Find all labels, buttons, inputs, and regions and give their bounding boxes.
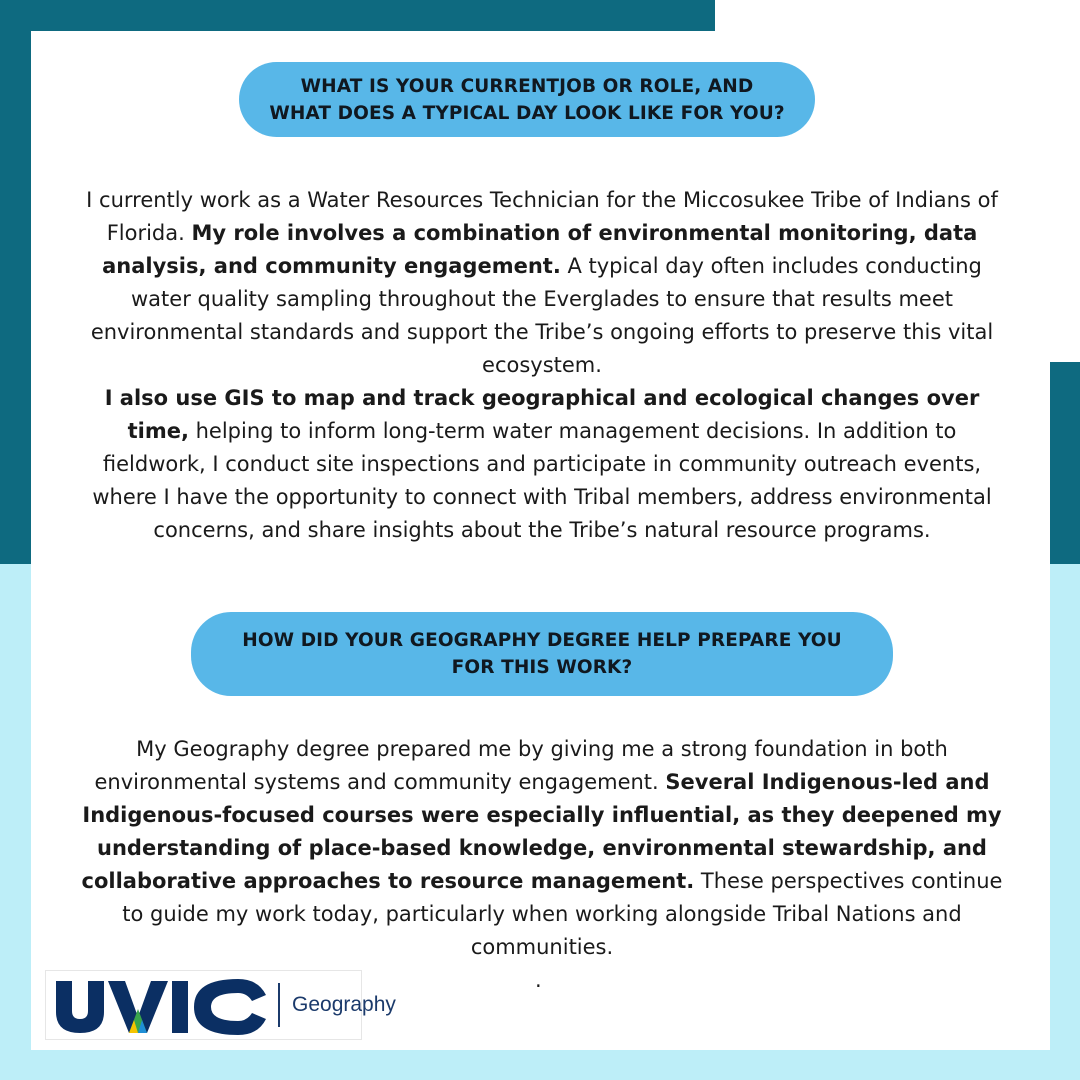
answer-2-text-a: My Geography degree prepared me by giving me a strong foundation in both environmental systems and community engagement. [94, 737, 948, 794]
answer-1-text-c: helping to inform long-term water management decisions. In addition to fieldwork, I conduct site inspections and participate in community outreach events, where I have the opportunity to connect with Tribal members, address environmental concerns, and share insights about the Tribe’s natural resource programs. [92, 419, 992, 542]
uvic-geography-logo [45, 970, 396, 1040]
question-text-1: WHAT IS YOUR CURRENTJOB OR ROLE, AND WHAT DOES A TYPICAL DAY LOOK LIKE FOR YOU? [269, 75, 785, 124]
question-heading-2 [191, 612, 893, 696]
logo-divider [278, 983, 280, 1027]
background-dark-strip [1050, 362, 1080, 564]
answer-1-bold-b: I also use GIS to map and track geographical and ecological changes over time, [104, 386, 980, 443]
trailing-dot: . [535, 968, 542, 992]
answer-1-bold-a: My role involves a combination of environmental monitoring, data analysis, and community engagement. [102, 221, 978, 278]
answer-paragraph-1 [82, 184, 1002, 547]
answer-1-text-a: I currently work as a Water Resources Technician for the Miccosukee Tribe of Indians of Florida. [86, 188, 998, 245]
question-heading-1 [239, 62, 815, 137]
answer-2-text-b: These perspectives continue to guide my work today, particularly when working alongside Tribal Nations and communities. [122, 869, 1003, 959]
logo-department-label: Geography [292, 993, 396, 1016]
answer-2-bold-a: Several Indigenous-led and Indigenous-focused courses were especially influential, as they deepened my understanding of place-based knowledge, environmental stewardship, and collaborative approaches to resource management. [81, 770, 1002, 893]
answer-1-text-b: A typical day often includes conducting water quality sampling throughout the Everglades to ensure that results meet environmental standards and support the Tribe’s ongoing efforts to preserve this vital ecosystem. [90, 254, 994, 377]
uvic-wordmark-icon [52, 975, 272, 1035]
answer-paragraph-2 [72, 733, 1012, 964]
question-text-2: HOW DID YOUR GEOGRAPHY DEGREE HELP PREPARE YOU FOR THIS WORK? [242, 630, 842, 678]
